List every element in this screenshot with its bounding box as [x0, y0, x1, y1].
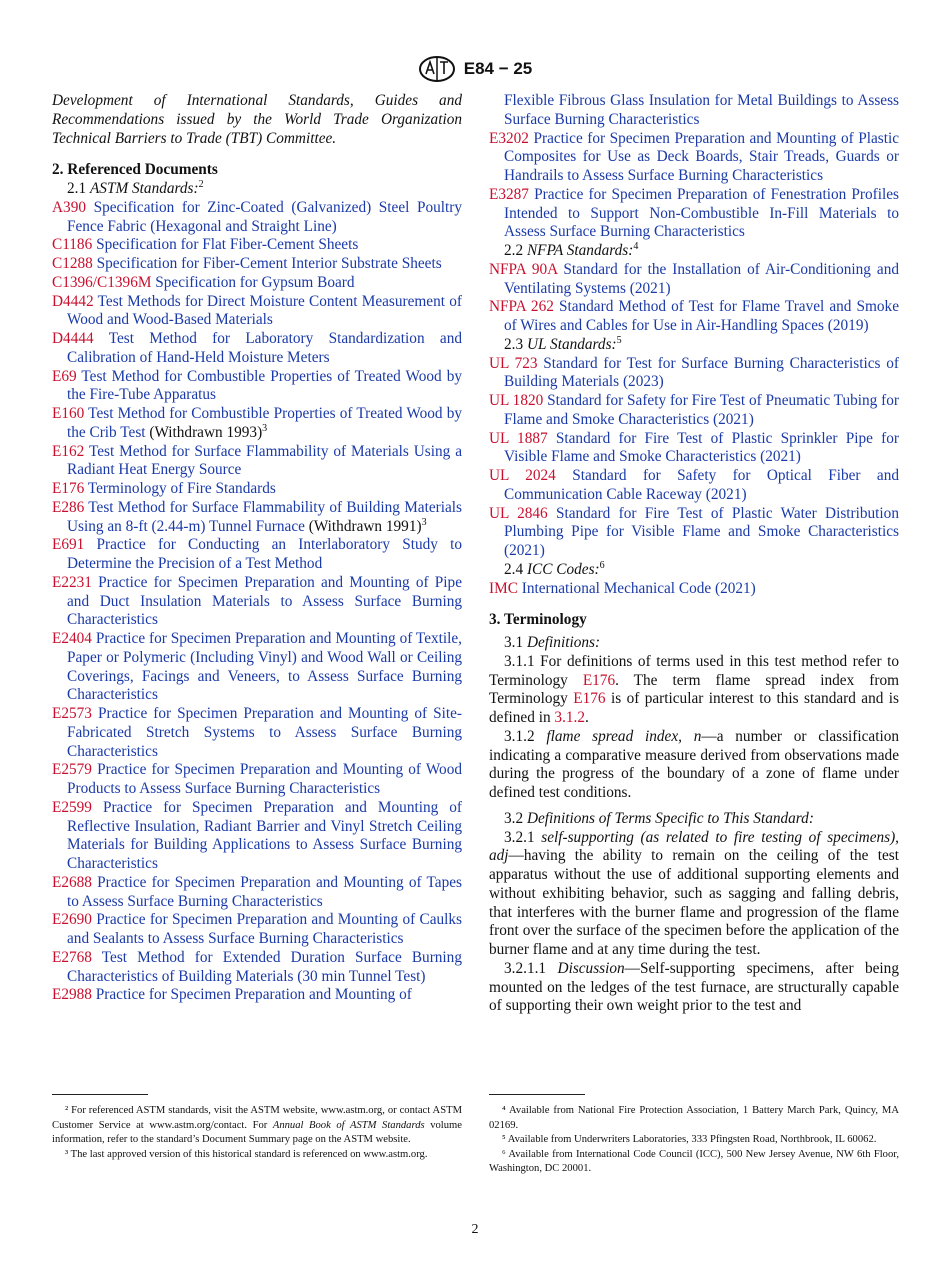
reference-title[interactable]: Practice for Specimen Preparation and Mounting of Site-Fabricated Stretch Systems to Assess Surface Burning Characteristics: [67, 705, 462, 760]
reference-code[interactable]: E2579: [52, 761, 92, 779]
footnote-2: ² For referenced ASTM standards, visit the ASTM website, www.astm.org, or contact ASTM Customer Service at www.astm.org/contact. For Annual Book of ASTM Standards volume information, refer to the standard’s Document Summary page on the ASTM website.: [52, 1105, 462, 1145]
reference-title[interactable]: Specification for Flat Fiber-Cement Sheets: [96, 236, 359, 254]
reference-title[interactable]: Standard for Fire Test of Plastic Water Distribution Plumbing Pipe for Visible Flame and Smoke Characteristics (2021): [504, 504, 899, 559]
footnote-marker: 2: [198, 178, 204, 190]
section-2-heading: 2. Referenced Documents: [52, 161, 218, 179]
reference-code[interactable]: E2688: [52, 873, 92, 891]
reference-item[interactable]: [489, 261, 899, 299]
reference-title[interactable]: International Mechanical Code (2021): [521, 579, 756, 597]
xref-e176[interactable]: E176: [573, 690, 606, 708]
subsection-number: 2.2: [504, 242, 524, 259]
reference-continuation[interactable]: Flexible Fibrous Glass Insulation for Metal Buildings to Assess Surface Burning Characteristics: [504, 92, 899, 128]
footnotes-left: [52, 1104, 462, 1162]
reference-item[interactable]: [489, 130, 899, 186]
subsection-number: 2.4: [504, 560, 524, 578]
reference-item[interactable]: [52, 499, 462, 537]
reference-code[interactable]: E160: [52, 405, 85, 422]
reference-withdrawn-note: (Withdrawn 1993): [149, 423, 263, 441]
reference-title[interactable]: Specification for Fiber-Cement Interior Substrate Sheets: [96, 255, 442, 272]
reference-title[interactable]: Test Method for Laboratory Standardization and Calibration of Hand-Held Moisture Meters: [67, 330, 462, 366]
subsection-label: ASTM Standards:: [89, 180, 199, 197]
right-column: [489, 92, 899, 1016]
reference-item[interactable]: [489, 580, 899, 599]
reference-title[interactable]: Standard Method of Test for Flame Travel and Smoke of Wires and Cables for Use in Air-Handling Spaces (2019): [504, 298, 899, 334]
subsection-2-2: [489, 242, 899, 261]
reference-code[interactable]: UL 1887: [489, 429, 548, 447]
xref-e176[interactable]: E176: [582, 671, 616, 689]
reference-list-nfpa: [489, 261, 899, 336]
reference-code[interactable]: UL 723: [489, 354, 538, 372]
reference-code[interactable]: E2573: [52, 705, 92, 722]
reference-item[interactable]: [52, 705, 462, 761]
reference-item[interactable]: [52, 761, 462, 799]
reference-title[interactable]: Specification for Gypsum Board: [155, 273, 355, 291]
reference-title[interactable]: Practice for Specimen Preparation and Mounting of Pipe and Duct Insulation Materials to Assess Surface Burning Characteristics: [67, 573, 462, 629]
reference-code[interactable]: NFPA 262: [489, 298, 554, 316]
reference-code[interactable]: E176: [52, 480, 85, 497]
reference-item[interactable]: [489, 430, 899, 468]
reference-title[interactable]: Standard for Fire Test of Plastic Sprinkler Pipe for Visible Flame and Smoke Characteristics (2021): [504, 429, 899, 466]
subsection-label: UL Standards:: [526, 335, 617, 353]
footnote-marker: 4: [633, 240, 639, 252]
footnotes-right: [489, 1104, 899, 1177]
footnote-4: ⁴ Available from National Fire Protection Association, 1 Battery March Park, Quincy, MA 02169.: [489, 1105, 899, 1131]
subsection-number: 2.3: [504, 335, 524, 353]
reference-code[interactable]: UL 2024: [489, 467, 556, 484]
reference-title[interactable]: Test Method for Combustible Properties of Treated Wood by the Fire-Tube Apparatus: [67, 367, 462, 404]
reference-title[interactable]: Practice for Specimen Preparation and Mounting of Tapes to Assess Surface Burning Characteristics: [67, 873, 462, 910]
reference-code[interactable]: D4444: [52, 330, 94, 347]
paragraph-3-1-1: 3.1.1 For definitions of terms used in this test method refer to Terminology E176. The term flame spread index from Terminology E176 is of particular interest to this standard and is defined in 3.1.2.: [489, 652, 900, 726]
footnote-marker: 3: [421, 516, 427, 528]
reference-item[interactable]: [52, 199, 462, 237]
reference-code[interactable]: E286: [52, 498, 85, 516]
xref-3-1-2[interactable]: 3.1.2: [554, 709, 586, 726]
paragraph-3-2-1: 3.2.1 self-supporting (as related to fire testing of specimens), adj—having the ability to remain on the ceiling of the test apparatus without the use of additional supporting elements and without exhibiting behavior, such as sagging and falling debris, that interferes with the burner flame and progression of the flame front over the surface of the specimen before the application of the burner flame and at any time during the test.: [489, 828, 900, 958]
footnote-marker: 3: [262, 422, 268, 434]
reference-code[interactable]: NFPA 90A: [489, 260, 558, 278]
subsection-3-2: [489, 810, 899, 829]
reference-item[interactable]: [52, 293, 462, 331]
reference-code[interactable]: E2768: [52, 948, 92, 966]
reference-code[interactable]: C1396/C1396M: [52, 273, 152, 291]
subsection-label: Definitions of Terms Specific to This Standard:: [526, 809, 814, 827]
reference-withdrawn-note: (Withdrawn 1991): [308, 517, 422, 535]
reference-item[interactable]: [489, 186, 899, 242]
reference-list-astm-cont: [489, 130, 899, 243]
astm-logo: [418, 56, 456, 82]
reference-item[interactable]: [52, 443, 462, 481]
reference-title[interactable]: Practice for Specimen Preparation and Mounting of: [95, 986, 412, 1004]
reference-code[interactable]: E2690: [52, 911, 92, 929]
reference-title[interactable]: Test Method for Extended Duration Surface Burning Characteristics of Building Materials (30 min Tunnel Test): [67, 948, 462, 985]
reference-item[interactable]: [489, 505, 899, 561]
reference-title[interactable]: Standard for Test for Surface Burning Characteristics of Building Materials (2023): [504, 354, 899, 391]
reference-item[interactable]: [52, 405, 462, 443]
reference-code[interactable]: E2404: [52, 630, 92, 647]
reference-code[interactable]: D4442: [52, 292, 94, 310]
intro-paragraph: Development of International Standards, Guides and Recommendations issued by the World Trade Organization Technical Barriers to Trade (TBT) Committee.: [52, 92, 462, 147]
reference-item[interactable]: [52, 630, 462, 705]
subsection-label: Definitions:: [526, 634, 601, 651]
reference-item[interactable]: [52, 274, 462, 293]
reference-item[interactable]: [52, 236, 462, 255]
reference-title[interactable]: Practice for Specimen Preparation and Mounting of Textile, Paper or Polymeric (Including Vinyl) and Wood Wall or Ceiling Coverings, Facings and Veneers, to Assess Surface Burning Characteristics: [67, 630, 463, 704]
reference-code[interactable]: E691: [52, 536, 85, 554]
reference-item[interactable]: [52, 368, 462, 406]
footnote-3: ³ The last approved version of this historical standard is referenced on www.astm.org.: [65, 1148, 428, 1160]
document-id: E84 − 25: [463, 59, 533, 78]
reference-code[interactable]: E2599: [52, 798, 92, 816]
subsection-number: 3.1: [504, 634, 524, 651]
subsection-3-1: [489, 634, 899, 653]
reference-item[interactable]: [52, 911, 462, 949]
reference-title[interactable]: Test Method for Combustible Properties of Treated Wood by the Crib Test: [67, 405, 462, 441]
reference-title[interactable]: Standard for the Installation of Air-Conditioning and Ventilating Systems (2021): [504, 260, 900, 297]
reference-title[interactable]: Practice for Specimen Preparation and Mounting of Wood Products to Assess Surface Burning Characteristics: [67, 761, 463, 797]
reference-title[interactable]: Practice for Conducting an Interlaboratory Study to Determine the Precision of a Test Method: [67, 536, 463, 572]
left-column: [52, 92, 462, 1005]
reference-item[interactable]: [52, 986, 462, 1005]
page-header: [0, 56, 950, 82]
reference-item[interactable]: [489, 355, 899, 393]
reference-item[interactable]: [489, 467, 899, 505]
footnote-marker: 6: [599, 559, 605, 571]
reference-item[interactable]: [52, 480, 462, 499]
section-3-heading: 3. Terminology: [489, 611, 587, 629]
reference-title[interactable]: Practice for Specimen Preparation and Mounting of Reflective Insulation, Radiant Barrier and Vinyl Stretch Ceiling Materials for Building Applications to Assess Surface Burning Characteristics: [67, 798, 463, 872]
reference-item[interactable]: [489, 298, 899, 336]
subsection-2-1: [52, 180, 462, 199]
reference-item[interactable]: [52, 330, 462, 368]
reference-item[interactable]: [52, 255, 462, 274]
reference-list-ul: [489, 355, 899, 561]
reference-item[interactable]: [52, 536, 462, 574]
reference-code[interactable]: E69: [52, 367, 77, 385]
reference-code[interactable]: A390: [52, 198, 86, 216]
subsection-number: 2.1: [67, 180, 87, 197]
page-number: 2: [471, 1222, 479, 1237]
subsection-label: NFPA Standards:: [526, 242, 634, 259]
reference-code[interactable]: E3287: [489, 185, 529, 203]
reference-title[interactable]: Test Methods for Direct Moisture Content Measurement of Wood and Wood-Based Materials: [67, 292, 462, 329]
reference-item[interactable]: [489, 392, 899, 430]
reference-code[interactable]: E2231: [52, 573, 92, 591]
reference-title[interactable]: Test Method for Surface Flammability of Building Materials Using an 8-ft (2.44-m) Tunnel Furnace: [67, 498, 462, 535]
paragraph-3-2-1-1: 3.2.1.1 Discussion—Self-supporting specimens, after being mounted on the ledges of the test furnace, are structurally capable of supporting their own weight prior to the test and: [489, 959, 899, 1015]
reference-code[interactable]: IMC: [489, 579, 518, 597]
reference-title[interactable]: Standard for Safety for Optical Fiber and Communication Cable Raceway (2021): [504, 467, 899, 503]
reference-list-icc: [489, 580, 899, 599]
footnote-rule: [489, 1094, 585, 1095]
reference-list-astm: [52, 199, 462, 1005]
reference-title[interactable]: Test Method for Surface Flammability of Materials Using a Radiant Heat Energy Source: [67, 442, 462, 479]
reference-code[interactable]: E2988: [52, 986, 92, 1004]
paragraph-3-1-2: 3.1.2 flame spread index, n—a number or classification indicating a comparative measure derived from observations made during the progress of the boundary of a zone of flame under defined test conditions.: [489, 727, 900, 801]
footnote-6: ⁶ Available from International Code Council (ICC), 500 New Jersey Avenue, NW 6th Floor, Washington, DC 20001.: [489, 1148, 899, 1174]
reference-title[interactable]: Practice for Specimen Preparation of Fenestration Profiles Intended to Support Non-Combustible In-Fill Materials to Assess Surface Burning Characteristics: [504, 185, 899, 241]
reference-item[interactable]: [52, 574, 462, 630]
subsection-label: ICC Codes:: [526, 560, 600, 578]
subsection-number: 3.2: [504, 809, 524, 827]
reference-item[interactable]: [52, 874, 462, 912]
reference-code[interactable]: E162: [52, 442, 85, 460]
reference-title[interactable]: Practice for Specimen Preparation and Mounting of Caulks and Sealants to Assess Surface Burning Characteristics: [67, 911, 462, 947]
reference-code[interactable]: C1186: [52, 236, 93, 254]
reference-item[interactable]: [52, 949, 462, 987]
reference-title[interactable]: Practice for Specimen Preparation and Mounting of Plastic Composites for Use as Deck Boards, Stair Treads, Guards or Handrails to Assess Surface Burning Characteristics: [504, 129, 899, 184]
reference-code[interactable]: C1288: [52, 255, 93, 272]
reference-code[interactable]: UL 2846: [489, 504, 548, 522]
reference-item[interactable]: [52, 799, 462, 874]
footnote-rule: [52, 1094, 148, 1095]
subsection-2-3: [489, 336, 899, 355]
footnote-5: ⁵ Available from Underwriters Laboratories, 333 Pfingsten Road, Northbrook, IL 60062.: [502, 1134, 877, 1145]
reference-code[interactable]: UL 1820: [489, 392, 544, 409]
reference-title[interactable]: Standard for Safety for Fire Test of Pneumatic Tubing for Flame and Smoke Characteristics (2021): [504, 392, 900, 428]
reference-title[interactable]: Specification for Zinc-Coated (Galvanized) Steel Poultry Fence Fabric (Hexagonal and Straight Line): [67, 198, 462, 235]
subsection-2-4: [489, 561, 899, 580]
reference-title[interactable]: Terminology of Fire Standards: [87, 480, 276, 497]
reference-code[interactable]: E3202: [489, 129, 529, 147]
footnote-marker: 5: [616, 334, 622, 346]
